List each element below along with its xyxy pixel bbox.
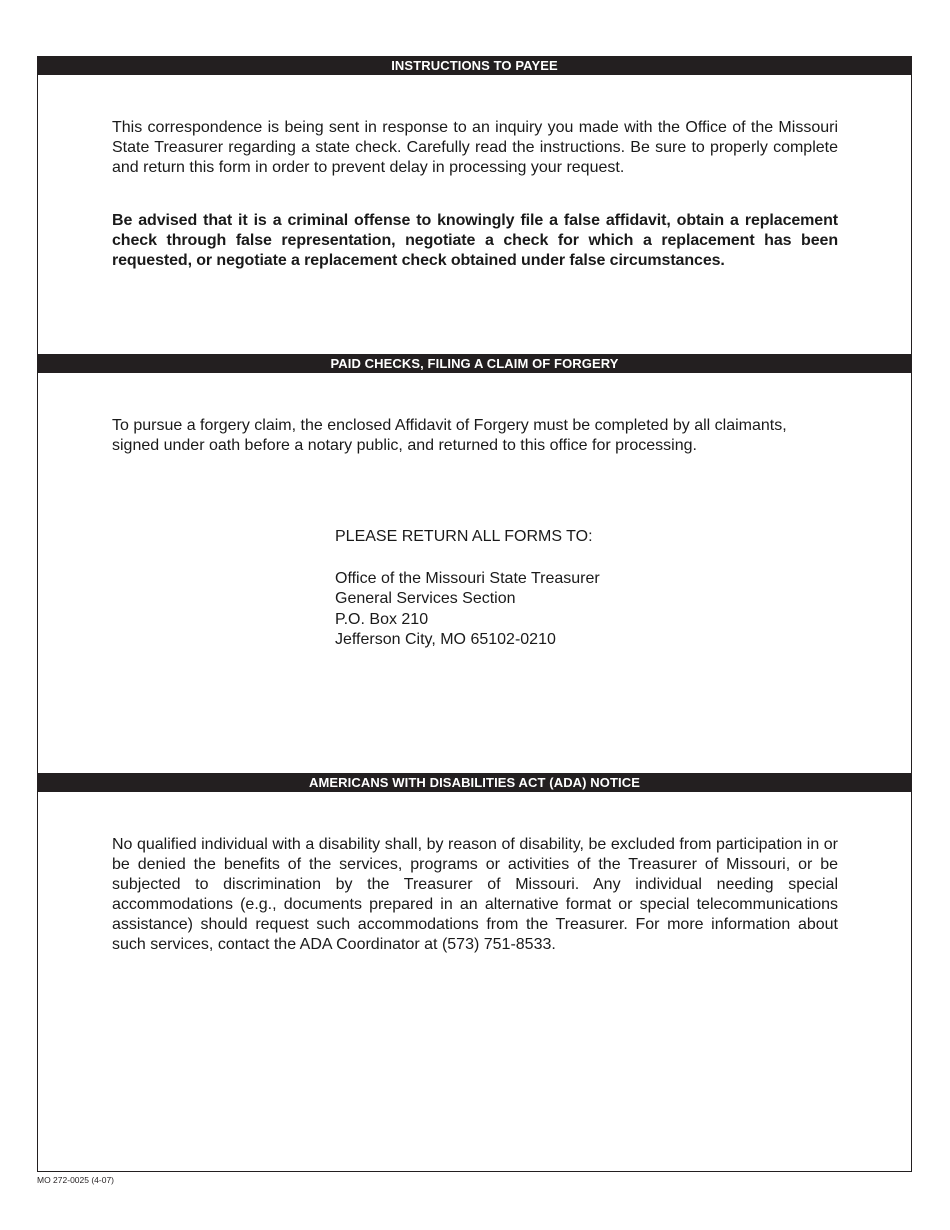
return-address-section: General Services Section [335, 590, 516, 607]
return-address-po-box: P.O. Box 210 [335, 610, 429, 628]
ada-notice: No qualified individual with a disability shall, by reason of disability, be excluded from participation in or be denied the benefits of the services, programs or activities of the Treasurer of Missouri, or be subjected to discrimination by the Treasurer of Missouri. Any individual needing special accommodations (e.g., documents prepared in an alternative format or special telecommunications assistance) should request such accommodations from the Treasurer. For more information about such services, contact the ADA Coordinator at (573) 751-8533. [112, 836, 838, 953]
ada-heading: AMERICANS WITH DISABILITIES ACT (ADA) NOTICE [37, 773, 912, 792]
instructions-intro: This correspondence is being sent in response to an inquiry you made with the Office of the Missouri State Treasurer regarding a state check. Carefully read the instructions. Be sure to properly complete and return this form in order to prevent delay in processing your request. [112, 119, 838, 176]
return-address-office: Office of the Missouri State Treasurer [335, 569, 600, 587]
form-number: MO 272-0025 (4-07) [37, 1175, 115, 1185]
return-address-city: Jefferson City, MO 65102-0210 [335, 631, 556, 648]
return-address-label: PLEASE RETURN ALL FORMS TO: [335, 528, 593, 545]
forgery-heading: PAID CHECKS, FILING A CLAIM OF FORGERY [37, 354, 912, 373]
criminal-offense-warning: Be advised that it is a criminal offense to knowingly file a false affidavit, obtain a replacement check through false representation, negotiate a check for which a replacement has been requested, or negotiate a replacement check obtained under false circumstances. [112, 212, 838, 269]
instructions-heading: INSTRUCTIONS TO PAYEE [37, 56, 912, 75]
return-address-block [335, 527, 600, 651]
forgery-instructions: To pursue a forgery claim, the enclosed Affidavit of Forgery must be completed by all claimants, signed under oath before a notary public, and returned to this office for processing. [112, 417, 787, 454]
